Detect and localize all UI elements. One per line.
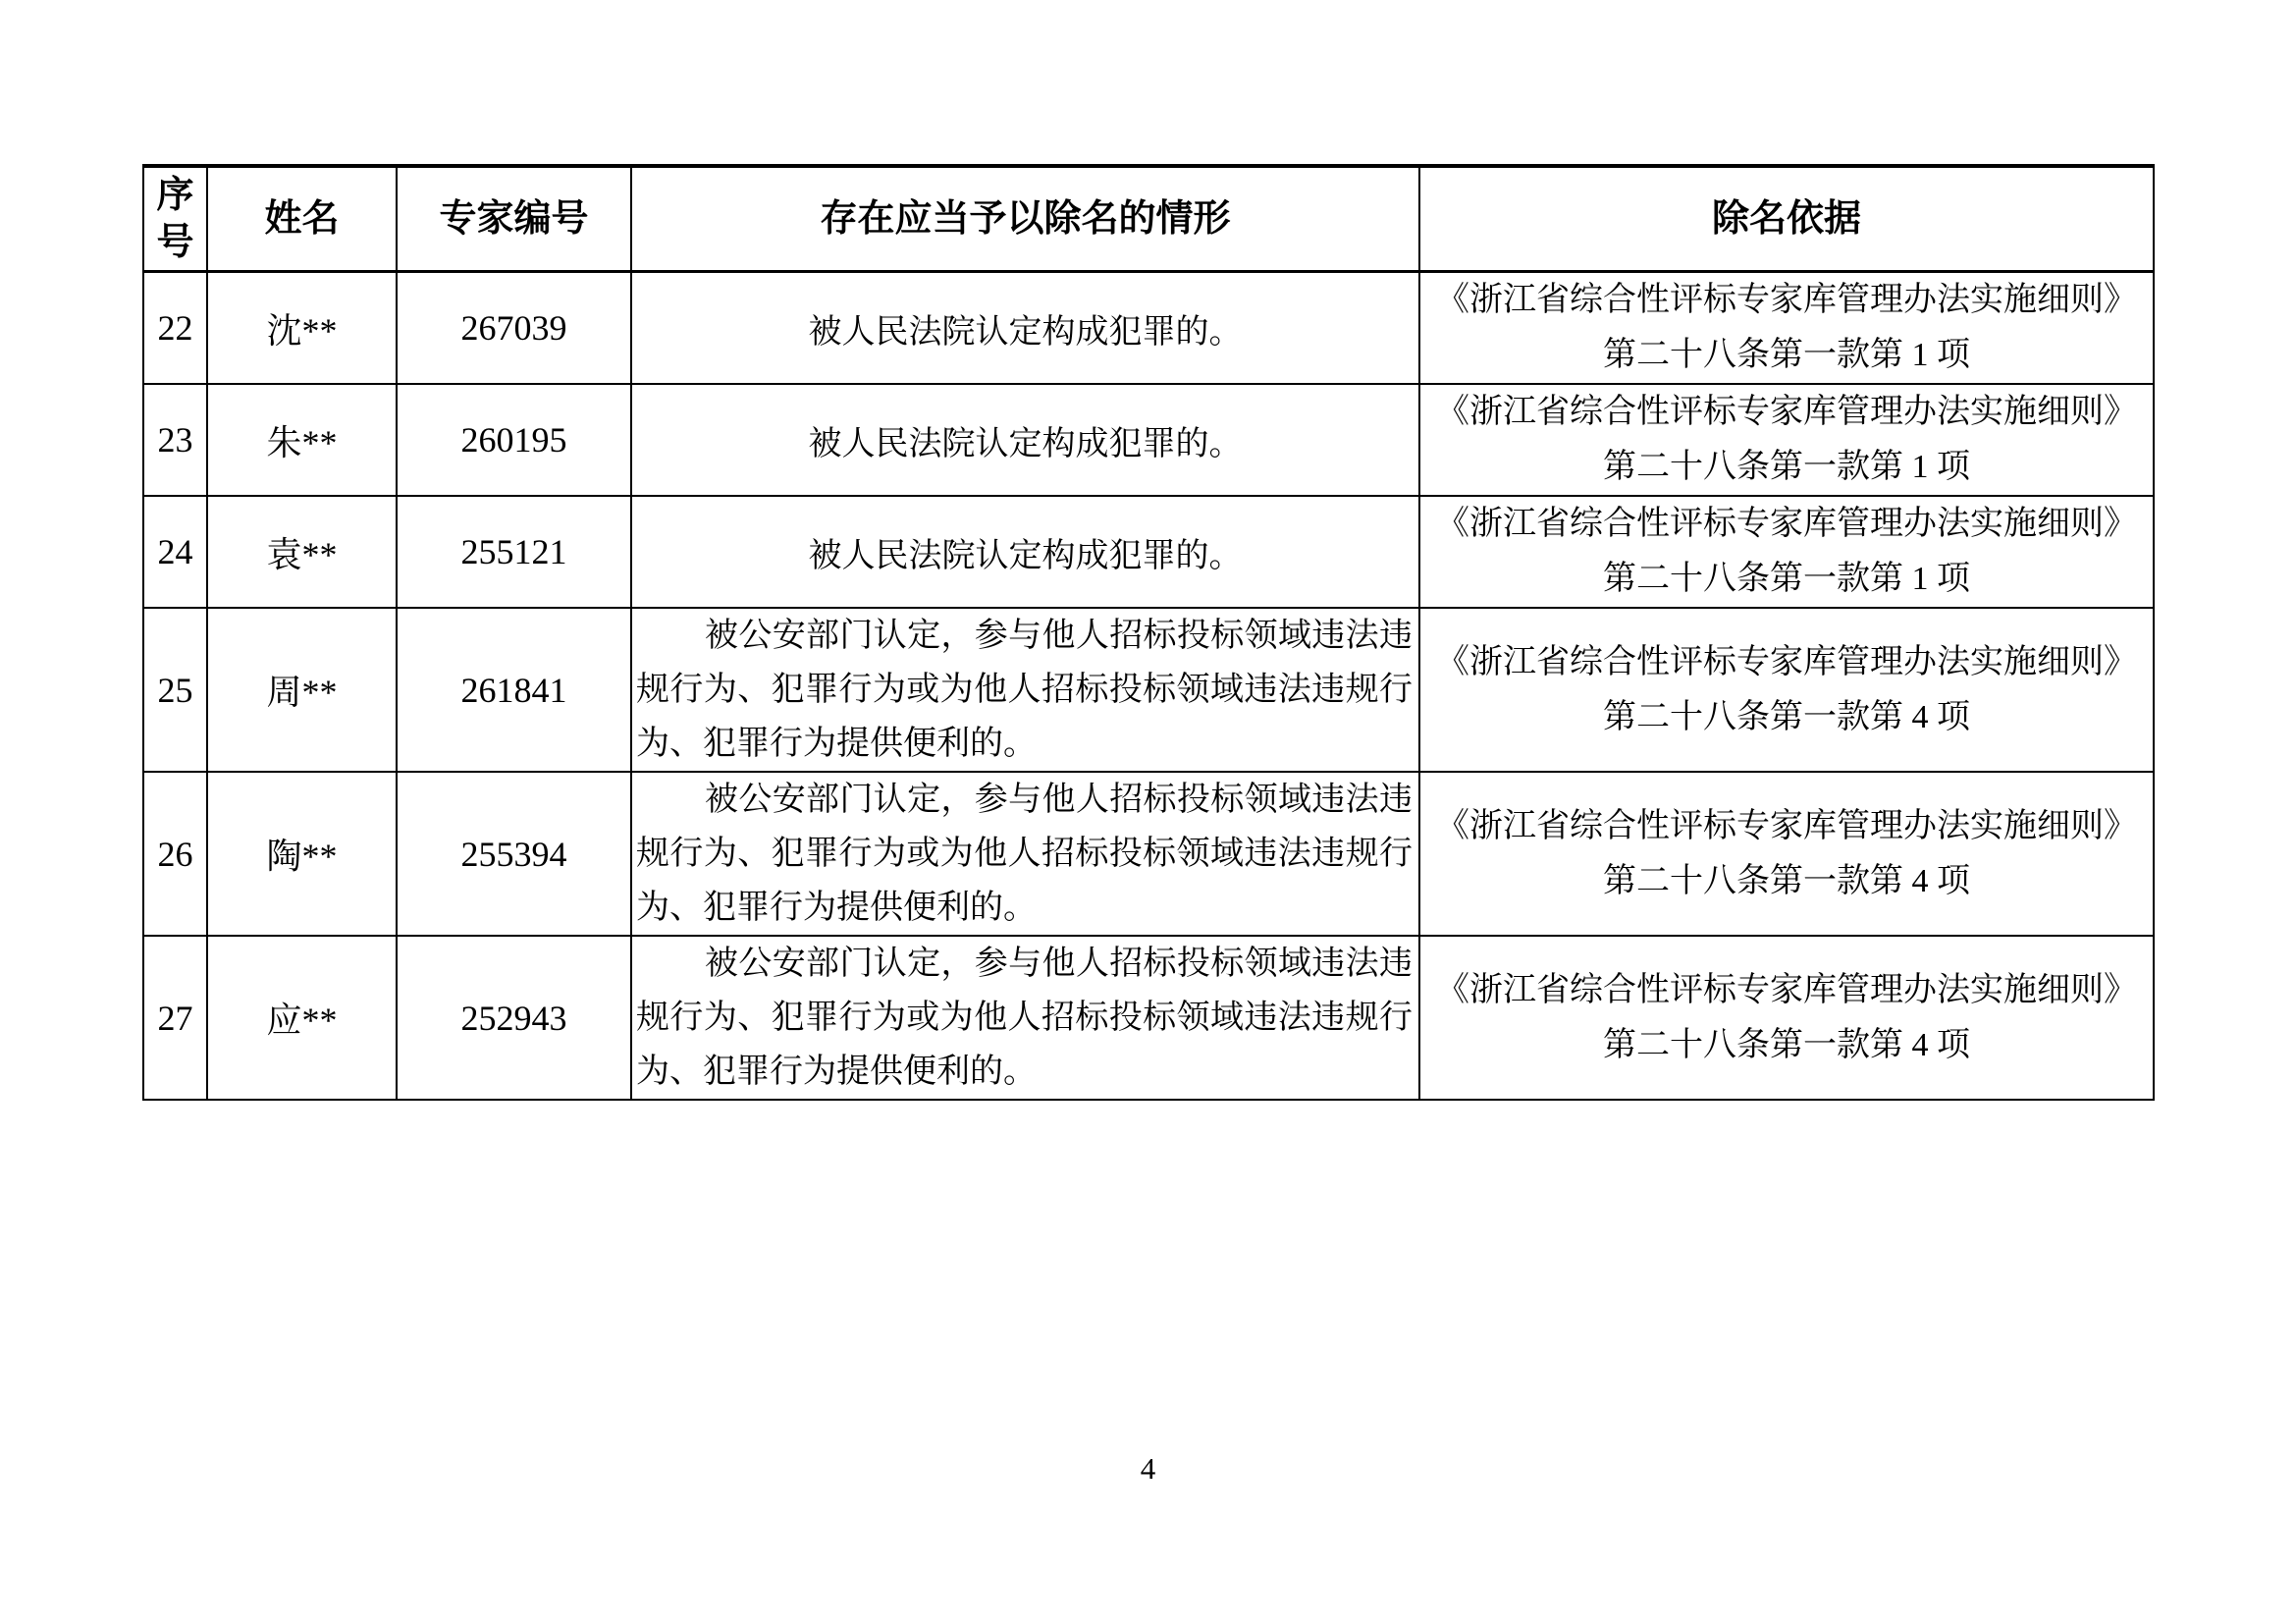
- table-row: [143, 936, 2154, 1100]
- cell-serial-number: 27: [143, 936, 207, 1100]
- basis-line-1: 《浙江省综合性评标专家库管理办法实施细则》: [1436, 807, 2137, 844]
- cell-expert-id: 260195: [397, 384, 631, 496]
- cell-serial-number: 24: [143, 496, 207, 608]
- cell-serial-number: 26: [143, 772, 207, 936]
- basis-line-2: 第二十八条第一款第 4 项: [1603, 1026, 1970, 1063]
- table-row: [143, 772, 2154, 936]
- header-expert-id: 专家编号: [397, 166, 631, 272]
- cell-basis: [1419, 496, 2154, 608]
- table-header-row: [143, 166, 2154, 272]
- cell-basis: [1419, 936, 2154, 1100]
- table-row: [143, 384, 2154, 496]
- cell-name: 朱**: [207, 384, 397, 496]
- header-situation: 存在应当予以除名的情形: [631, 166, 1419, 272]
- cell-situation: [631, 608, 1419, 772]
- header-name: 姓名: [207, 166, 397, 272]
- cell-serial-number: 22: [143, 272, 207, 385]
- cell-name: 袁**: [207, 496, 397, 608]
- basis-line-1: 《浙江省综合性评标专家库管理办法实施细则》: [1436, 394, 2137, 430]
- cell-name: 沈**: [207, 272, 397, 385]
- cell-situation: [631, 772, 1419, 936]
- basis-line-2: 第二十八条第一款第 1 项: [1603, 561, 1970, 597]
- cell-name: 应**: [207, 936, 397, 1100]
- situation-text: 被公安部门认定，参与他人招标投标领域违法违规行为、犯罪行为或为他人招标投标领域违法违规行为、犯罪行为提供便利的。: [636, 782, 1413, 926]
- expert-removal-table: [142, 164, 2155, 1101]
- cell-expert-id: 255394: [397, 772, 631, 936]
- basis-line-1: 《浙江省综合性评标专家库管理办法实施细则》: [1436, 282, 2137, 318]
- cell-basis: [1419, 272, 2154, 385]
- cell-name: 陶**: [207, 772, 397, 936]
- basis-line-2: 第二十八条第一款第 4 项: [1603, 698, 1970, 735]
- cell-expert-id: 261841: [397, 608, 631, 772]
- table-row: [143, 496, 2154, 608]
- basis-line-1: 《浙江省综合性评标专家库管理办法实施细则》: [1436, 643, 2137, 680]
- cell-situation: 被人民法院认定构成犯罪的。: [631, 496, 1419, 608]
- basis-line-2: 第二十八条第一款第 4 项: [1603, 862, 1970, 899]
- cell-situation: 被人民法院认定构成犯罪的。: [631, 272, 1419, 385]
- cell-name: 周**: [207, 608, 397, 772]
- cell-serial-number: 23: [143, 384, 207, 496]
- cell-situation: 被人民法院认定构成犯罪的。: [631, 384, 1419, 496]
- situation-text: 被公安部门认定，参与他人招标投标领域违法违规行为、犯罪行为或为他人招标投标领域违法违规行为、犯罪行为提供便利的。: [636, 946, 1413, 1090]
- situation-text: 被公安部门认定，参与他人招标投标领域违法违规行为、犯罪行为或为他人招标投标领域违法违规行为、犯罪行为提供便利的。: [636, 618, 1413, 762]
- cell-expert-id: 252943: [397, 936, 631, 1100]
- cell-basis: [1419, 384, 2154, 496]
- cell-serial-number: 25: [143, 608, 207, 772]
- basis-line-2: 第二十八条第一款第 1 项: [1603, 337, 1970, 373]
- table-row: [143, 608, 2154, 772]
- cell-basis: [1419, 608, 2154, 772]
- cell-situation: [631, 936, 1419, 1100]
- header-basis: 除名依据: [1419, 166, 2154, 272]
- cell-basis: [1419, 772, 2154, 936]
- table-row: [143, 272, 2154, 385]
- header-serial-number: 序号: [143, 166, 207, 272]
- basis-line-1: 《浙江省综合性评标专家库管理办法实施细则》: [1436, 971, 2137, 1008]
- cell-expert-id: 267039: [397, 272, 631, 385]
- cell-expert-id: 255121: [397, 496, 631, 608]
- page-number: 4: [1140, 1451, 1156, 1486]
- basis-line-2: 第二十八条第一款第 1 项: [1603, 449, 1970, 485]
- basis-line-1: 《浙江省综合性评标专家库管理办法实施细则》: [1436, 506, 2137, 542]
